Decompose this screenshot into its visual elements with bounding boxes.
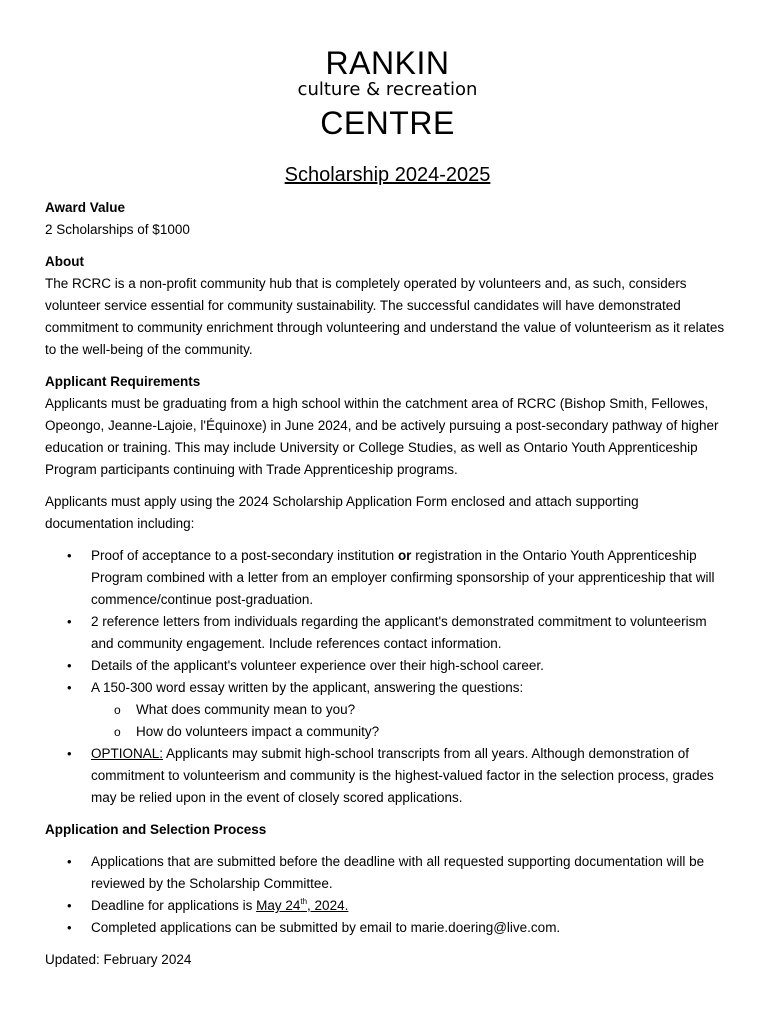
deadline-date xyxy=(256,898,348,913)
bullet-icon: • xyxy=(67,548,72,563)
list-item xyxy=(45,655,730,677)
bullet-icon: • xyxy=(67,920,72,935)
bullet-icon: • xyxy=(67,680,72,695)
deadline-suffix: th xyxy=(300,897,308,906)
list-item xyxy=(45,677,730,743)
award-text: 2 Scholarships of $1000 xyxy=(45,222,190,237)
bullet-text: A 150-300 word essay written by the applicant, answering the questions: xyxy=(91,680,524,695)
bullet-text: Details of the applicant's volunteer experience over their high-school career. xyxy=(91,658,544,673)
bullet-or: or xyxy=(397,548,412,563)
requirements-list xyxy=(45,545,730,809)
list-item xyxy=(91,699,730,721)
optional-label: OPTIONAL: xyxy=(91,746,164,761)
requirements-heading: Applicant Requirements xyxy=(45,374,201,389)
essay-questions-list xyxy=(91,699,730,743)
about-text: The RCRC is a non-profit community hub that is completely operated by volunteers and, as such, considers volunteer service essential for community sustainability. The successful candidates will have demonstrated commitment to community enrichment through volunteering and understand the value of volunteerism as it relates to the well-being of the community. xyxy=(45,276,725,357)
bullet-icon: • xyxy=(67,658,72,673)
process-list xyxy=(45,851,730,939)
bullet-icon: • xyxy=(67,898,72,913)
deadline-year: , 2024. xyxy=(307,898,349,913)
logo-line-centre: CENTRE xyxy=(320,105,455,141)
list-item xyxy=(91,721,730,743)
bullet-text: Proof of acceptance to a post-secondary institution xyxy=(91,548,398,563)
logo-line-culture: culture & recreation xyxy=(297,79,478,100)
bullet-text: Applicants may submit high-school transcripts from all years. Although demonstration of commitment to volunteerism and community is the highest-valued factor in the selection process, grades may be relied upon in the event of closely scored applications. xyxy=(91,746,714,805)
bullet-icon: • xyxy=(67,614,72,629)
list-item xyxy=(45,851,730,895)
requirements-section xyxy=(45,371,730,809)
requirements-text: Applicants must be graduating from a high school within the catchment area of RCRC (Bishop Smith, Fellowes, Opeongo, Jeanne-Lajoie, l'Équinoxe) in June 2024, and be actively pursuing a post-secondary pathway of higher education or training. This may include University or College Studies, as well as Ontario Youth Apprenticeship Program participants continuing with Trade Apprenticeship programs. xyxy=(45,396,719,477)
page-title: Scholarship 2024-2025 xyxy=(284,164,491,186)
about-heading: About xyxy=(45,254,84,269)
list-item xyxy=(45,917,730,939)
bullet-text: Applications that are submitted before the deadline with all requested supporting documentation will be reviewed by the Scholarship Committee. xyxy=(91,854,705,891)
bullet-text: 2 reference letters from individuals regarding the applicant's demonstrated commitment to volunteerism and community engagement. Include references contact information. xyxy=(91,614,707,651)
bullet-text: Deadline for applications is xyxy=(91,898,257,913)
bullet-icon: • xyxy=(67,854,72,869)
award-section xyxy=(45,197,730,241)
apply-text: Applicants must apply using the 2024 Scholarship Application Form enclosed and attach supporting documentation including: xyxy=(45,494,639,531)
process-heading: Application and Selection Process xyxy=(45,822,267,837)
sub-bullet-text: What does community mean to you? xyxy=(136,702,356,717)
list-item xyxy=(45,611,730,655)
list-item xyxy=(45,743,730,809)
award-heading: Award Value xyxy=(45,200,126,215)
bullet-text-cont: registration in the Ontario Youth Apprenticeship Program combined with a letter from an employer confirming sponsorship of your apprenticeship that will commence/continue post-graduation. xyxy=(91,548,715,607)
deadline-month-day: May 24 xyxy=(256,898,301,913)
sub-bullet-text: How do volunteers impact a community? xyxy=(136,724,380,739)
rcrc-logo xyxy=(45,47,730,139)
updated-date: Updated: February 2024 xyxy=(45,952,192,967)
logo-line-rankin: RANKIN xyxy=(325,45,450,81)
process-section xyxy=(45,819,730,939)
list-item xyxy=(45,895,730,917)
document-page xyxy=(45,0,730,971)
bullet-text: Completed applications can be submitted by email to marie.doering@live.com. xyxy=(91,920,561,935)
list-item xyxy=(45,545,730,611)
sub-bullet-icon: o xyxy=(114,703,121,717)
bullet-icon: • xyxy=(67,746,72,761)
sub-bullet-icon: o xyxy=(114,725,121,739)
about-section xyxy=(45,251,730,361)
